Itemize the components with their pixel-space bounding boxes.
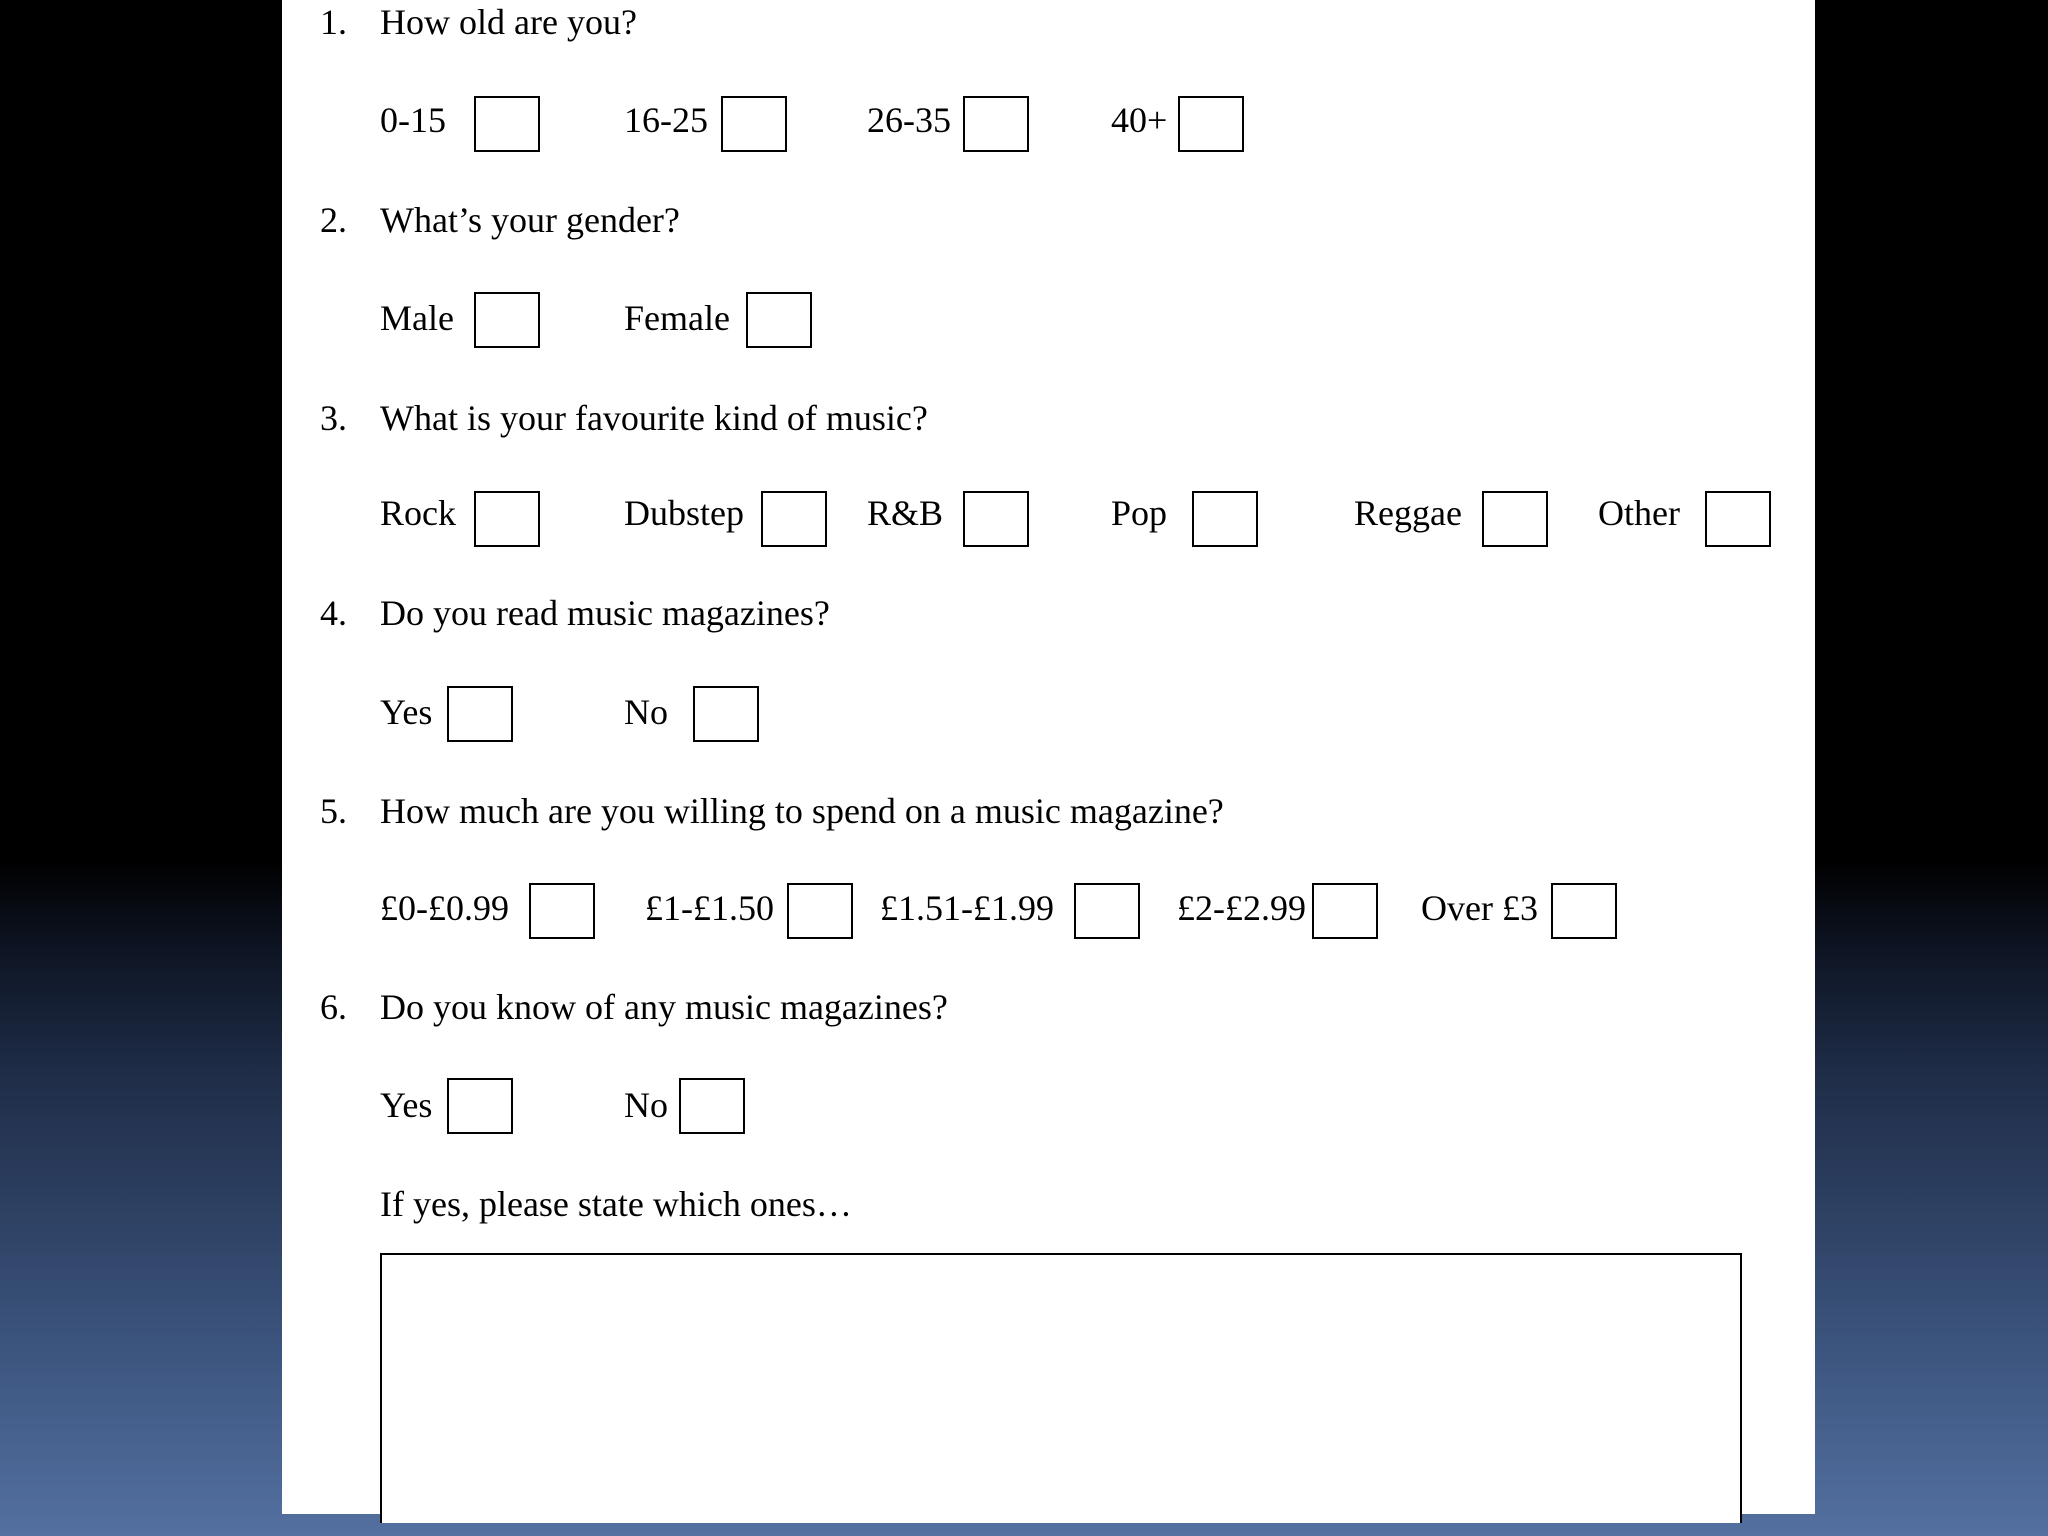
- option-label-other: Other: [1598, 493, 1680, 533]
- option-label-age-0-15: 0-15: [380, 100, 446, 140]
- option-label-rnb: R&B: [867, 493, 944, 533]
- option-label-price-2-299: £2-£2.99: [1177, 888, 1306, 928]
- checkbox-pop[interactable]: [1192, 491, 1258, 547]
- followup-prompt: If yes, please state which ones…: [380, 1184, 852, 1224]
- checkbox-male[interactable]: [474, 292, 540, 348]
- checkbox-age-40-plus[interactable]: [1178, 96, 1244, 152]
- checkbox-age-0-15[interactable]: [474, 96, 540, 152]
- question-number: 4.: [320, 593, 347, 633]
- question-text: What’s your gender?: [380, 200, 680, 240]
- checkbox-rnb[interactable]: [963, 491, 1029, 547]
- checkbox-reads-no[interactable]: [693, 686, 759, 742]
- question-text: Do you read music magazines?: [380, 593, 830, 633]
- checkbox-age-26-35[interactable]: [963, 96, 1029, 152]
- checkbox-reggae[interactable]: [1482, 491, 1548, 547]
- question-number: 6.: [320, 987, 347, 1027]
- checkbox-rock[interactable]: [474, 491, 540, 547]
- option-label-price-151-199: £1.51-£1.99: [880, 888, 1054, 928]
- option-label-reggae: Reggae: [1354, 493, 1462, 533]
- checkbox-female[interactable]: [746, 292, 812, 348]
- question-number: 3.: [320, 398, 347, 438]
- option-label-price-over-3: Over £3: [1421, 888, 1538, 928]
- question-text: How much are you willing to spend on a music magazine?: [380, 791, 1224, 831]
- checkbox-price-1-150[interactable]: [787, 883, 853, 939]
- checkbox-price-2-299[interactable]: [1312, 883, 1378, 939]
- question-number: 2.: [320, 200, 347, 240]
- checkbox-age-16-25[interactable]: [721, 96, 787, 152]
- checkbox-price-151-199[interactable]: [1074, 883, 1140, 939]
- option-label-pop: Pop: [1111, 493, 1168, 533]
- question-number: 1.: [320, 2, 347, 42]
- checkbox-price-over-3[interactable]: [1551, 883, 1617, 939]
- option-label-female: Female: [624, 298, 730, 338]
- option-label-price-0-099: £0-£0.99: [380, 888, 509, 928]
- checkbox-reads-yes[interactable]: [447, 686, 513, 742]
- magazines-answer-field[interactable]: [380, 1253, 1742, 1523]
- option-label-reads-no: No: [624, 692, 668, 732]
- checkbox-price-0-099[interactable]: [529, 883, 595, 939]
- option-label-price-1-150: £1-£1.50: [645, 888, 774, 928]
- option-label-male: Male: [380, 298, 454, 338]
- option-label-dubstep: Dubstep: [624, 493, 744, 533]
- option-label-reads-yes: Yes: [380, 692, 433, 732]
- question-text: Do you know of any music magazines?: [380, 987, 948, 1027]
- checkbox-knows-no[interactable]: [679, 1078, 745, 1134]
- option-label-age-40-plus: 40+: [1111, 100, 1168, 140]
- option-label-age-16-25: 16-25: [624, 100, 708, 140]
- option-label-age-26-35: 26-35: [867, 100, 951, 140]
- option-label-knows-no: No: [624, 1085, 668, 1125]
- question-text: What is your favourite kind of music?: [380, 398, 928, 438]
- checkbox-other[interactable]: [1705, 491, 1771, 547]
- checkbox-knows-yes[interactable]: [447, 1078, 513, 1134]
- question-number: 5.: [320, 791, 347, 831]
- checkbox-dubstep[interactable]: [761, 491, 827, 547]
- option-label-knows-yes: Yes: [380, 1085, 433, 1125]
- option-label-rock: Rock: [380, 493, 456, 533]
- question-text: How old are you?: [380, 2, 637, 42]
- questionnaire-page: [282, 0, 1815, 1514]
